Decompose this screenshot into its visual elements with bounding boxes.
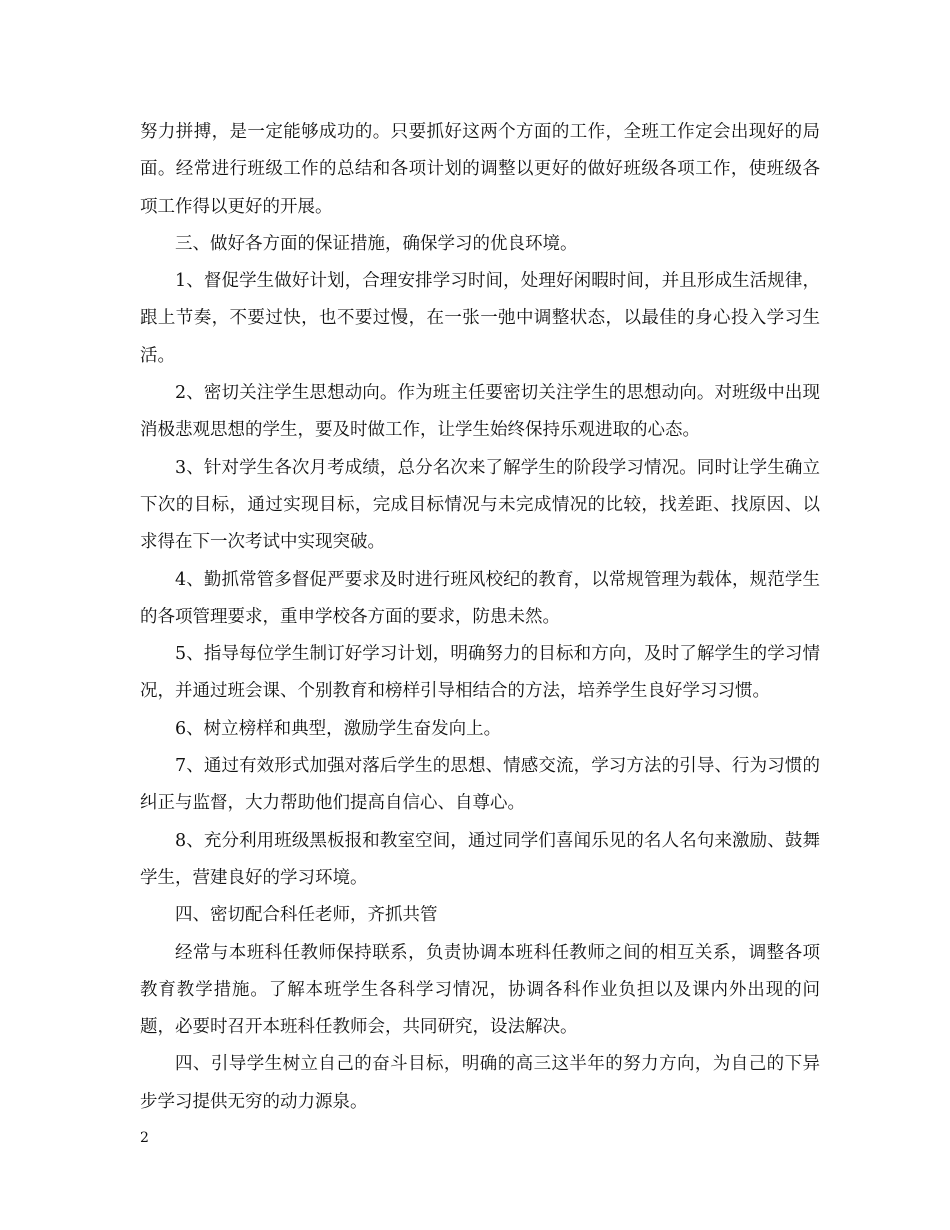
list-item-3: 3、针对学生各次月考成绩，总分名次来了解学生的阶段学习情况。同时让学生确立下次的目标，通过实现目标，完成目标情况与未完成情况的比较，找差距、找原因、以求得在下一次考试中实现突破。 (140, 457, 820, 553)
section-heading-4: 四、密切配合科任老师，齐抓共管 (175, 905, 438, 926)
list-item-4: 4、勤抓常管多督促严要求及时进行班风校纪的教育，以常规管理为载体，规范学生的各项管理要求，重申学校各方面的要求，防患未然。 (140, 569, 820, 627)
document-body (140, 114, 820, 1121)
paragraph-teachers: 经常与本班科任教师保持联系，负责协调本班科任教师之间的相互关系，调整各项教育教学措施。了解本班学生各科学习情况，协调各科作业负担以及课内外出现的问题，必要时召开本班科任教师会，共同研究，设法解决。 (140, 942, 820, 1038)
list-item-6: 6、树立榜样和典型，激励学生奋发向上。 (175, 718, 502, 739)
list-item-2: 2、密切关注学生思想动向。作为班主任要密切关注学生的思想动向。对班级中出现消极悲观思想的学生，要及时做工作，让学生始终保持乐观进取的心态。 (140, 383, 820, 441)
list-item-7: 7、通过有效形式加强对落后学生的思想、情感交流，学习方法的引导、行为习惯的纠正与监督，大力帮助他们提高自信心、自尊心。 (140, 756, 820, 814)
section-heading-3: 三、做好各方面的保证措施，确保学习的优良环境。 (175, 233, 578, 254)
list-item-8: 8、充分利用班级黑板报和教室空间，通过同学们喜闻乐见的名人名句来激励、鼓舞学生，营建良好的学习环境。 (140, 830, 820, 888)
section-heading-4b: 四、引导学生树立自己的奋斗目标，明确的高三这半年的努力方向，为自己的下异步学习提供无穷的动力源泉。 (140, 1054, 820, 1112)
list-item-1: 1、督促学生做好计划，合理安排学习时间，处理好闲暇时间，并且形成生活规律，跟上节奏，不要过快，也不要过慢，在一张一弛中调整状态，以最佳的身心投入学习生活。 (140, 271, 820, 366)
list-item-5: 5、指导每位学生制订好学习计划，明确努力的目标和方向，及时了解学生的学习情况，并通过班会课、个别教育和榜样引导相结合的方法，培养学生良好学习习惯。 (140, 644, 820, 702)
page-number: 2 (140, 1130, 149, 1146)
paragraph-continuation: 努力拼搏，是一定能够成功的。只要抓好这两个方面的工作，全班工作定会出现好的局面。经常进行班级工作的总结和各项计划的调整以更好的做好班级各项工作，使班级各项工作得以更好的开展。 (140, 122, 820, 217)
